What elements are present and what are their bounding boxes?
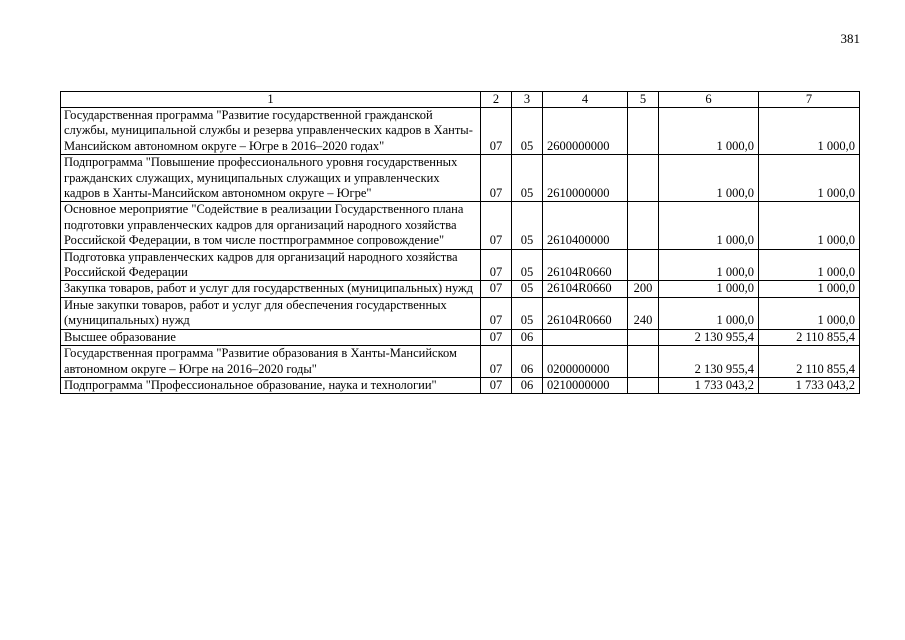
cell-amount-7: 1 000,0 bbox=[759, 155, 860, 202]
cell-subsection: 06 bbox=[512, 329, 543, 345]
cell-section: 07 bbox=[481, 377, 512, 393]
column-header: 6 bbox=[659, 92, 759, 108]
cell-expense-type bbox=[628, 108, 659, 155]
table-row bbox=[61, 202, 860, 249]
cell-subsection: 05 bbox=[512, 281, 543, 297]
table-row bbox=[61, 155, 860, 202]
cell-target-code: 26104R0660 bbox=[543, 249, 628, 281]
cell-name: Закупка товаров, работ и услуг для государственных (муниципальных) нужд bbox=[61, 281, 481, 297]
cell-section: 07 bbox=[481, 297, 512, 329]
cell-name: Государственная программа "Развитие государственной гражданской службы, муниципальной службы и резерва управленческих кадров в Ханты-Мансийском автономном округе – Югре в 2016–2020 годах" bbox=[61, 108, 481, 155]
cell-amount-7: 1 000,0 bbox=[759, 297, 860, 329]
cell-expense-type bbox=[628, 377, 659, 393]
cell-amount-6: 1 000,0 bbox=[659, 297, 759, 329]
cell-amount-7: 1 000,0 bbox=[759, 281, 860, 297]
cell-subsection: 05 bbox=[512, 249, 543, 281]
cell-expense-type bbox=[628, 202, 659, 249]
cell-target-code: 0210000000 bbox=[543, 377, 628, 393]
table-row bbox=[61, 108, 860, 155]
cell-section: 07 bbox=[481, 108, 512, 155]
cell-name: Основное мероприятие "Содействие в реализации Государственного плана подготовки управленческих кадров для организаций народного хозяйства Российской Федерации, в том числе постпрограммное сопровождение" bbox=[61, 202, 481, 249]
cell-amount-6: 1 000,0 bbox=[659, 281, 759, 297]
cell-target-code: 26104R0660 bbox=[543, 297, 628, 329]
cell-amount-7: 1 733 043,2 bbox=[759, 377, 860, 393]
cell-expense-type: 200 bbox=[628, 281, 659, 297]
table-row bbox=[61, 249, 860, 281]
cell-section: 07 bbox=[481, 155, 512, 202]
cell-amount-7: 1 000,0 bbox=[759, 249, 860, 281]
cell-amount-6: 2 130 955,4 bbox=[659, 329, 759, 345]
cell-target-code: 26104R0660 bbox=[543, 281, 628, 297]
cell-name: Подпрограмма "Повышение профессионального уровня государственных гражданских служащих, муниципальных служащих и управленческих кадров в Ханты-Мансийском автономном округе – Югре" bbox=[61, 155, 481, 202]
cell-amount-6: 1 733 043,2 bbox=[659, 377, 759, 393]
cell-target-code: 2610000000 bbox=[543, 155, 628, 202]
table-row bbox=[61, 346, 860, 378]
cell-name: Государственная программа "Развитие образования в Ханты-Мансийском автономном округе – Югре на 2016–2020 годы" bbox=[61, 346, 481, 378]
cell-name: Подготовка управленческих кадров для организаций народного хозяйства Российской Федерации bbox=[61, 249, 481, 281]
column-header: 7 bbox=[759, 92, 860, 108]
cell-amount-6: 2 130 955,4 bbox=[659, 346, 759, 378]
column-header: 2 bbox=[481, 92, 512, 108]
page-number: 381 bbox=[840, 31, 860, 46]
table-row bbox=[61, 329, 860, 345]
cell-target-code: 0200000000 bbox=[543, 346, 628, 378]
cell-expense-type bbox=[628, 346, 659, 378]
table-header-row bbox=[61, 92, 860, 108]
table-row bbox=[61, 377, 860, 393]
column-header: 4 bbox=[543, 92, 628, 108]
cell-target-code: 2610400000 bbox=[543, 202, 628, 249]
cell-expense-type bbox=[628, 329, 659, 345]
cell-amount-6: 1 000,0 bbox=[659, 108, 759, 155]
cell-amount-6: 1 000,0 bbox=[659, 249, 759, 281]
cell-section: 07 bbox=[481, 281, 512, 297]
budget-table bbox=[60, 91, 860, 394]
column-header: 3 bbox=[512, 92, 543, 108]
cell-section: 07 bbox=[481, 202, 512, 249]
cell-subsection: 05 bbox=[512, 202, 543, 249]
cell-target-code bbox=[543, 329, 628, 345]
cell-amount-6: 1 000,0 bbox=[659, 202, 759, 249]
cell-name: Высшее образование bbox=[61, 329, 481, 345]
cell-amount-7: 2 110 855,4 bbox=[759, 329, 860, 345]
cell-subsection: 06 bbox=[512, 377, 543, 393]
cell-amount-6: 1 000,0 bbox=[659, 155, 759, 202]
cell-subsection: 05 bbox=[512, 108, 543, 155]
cell-name: Подпрограмма "Профессиональное образование, наука и технологии" bbox=[61, 377, 481, 393]
column-header: 1 bbox=[61, 92, 481, 108]
cell-amount-7: 1 000,0 bbox=[759, 108, 860, 155]
table-row bbox=[61, 281, 860, 297]
cell-subsection: 05 bbox=[512, 155, 543, 202]
cell-amount-7: 1 000,0 bbox=[759, 202, 860, 249]
cell-subsection: 06 bbox=[512, 346, 543, 378]
cell-expense-type bbox=[628, 155, 659, 202]
cell-section: 07 bbox=[481, 346, 512, 378]
cell-expense-type bbox=[628, 249, 659, 281]
column-header: 5 bbox=[628, 92, 659, 108]
cell-section: 07 bbox=[481, 329, 512, 345]
cell-section: 07 bbox=[481, 249, 512, 281]
cell-amount-7: 2 110 855,4 bbox=[759, 346, 860, 378]
cell-subsection: 05 bbox=[512, 297, 543, 329]
table-row bbox=[61, 297, 860, 329]
cell-target-code: 2600000000 bbox=[543, 108, 628, 155]
cell-name: Иные закупки товаров, работ и услуг для обеспечения государственных (муниципальных) нужд bbox=[61, 297, 481, 329]
cell-expense-type: 240 bbox=[628, 297, 659, 329]
